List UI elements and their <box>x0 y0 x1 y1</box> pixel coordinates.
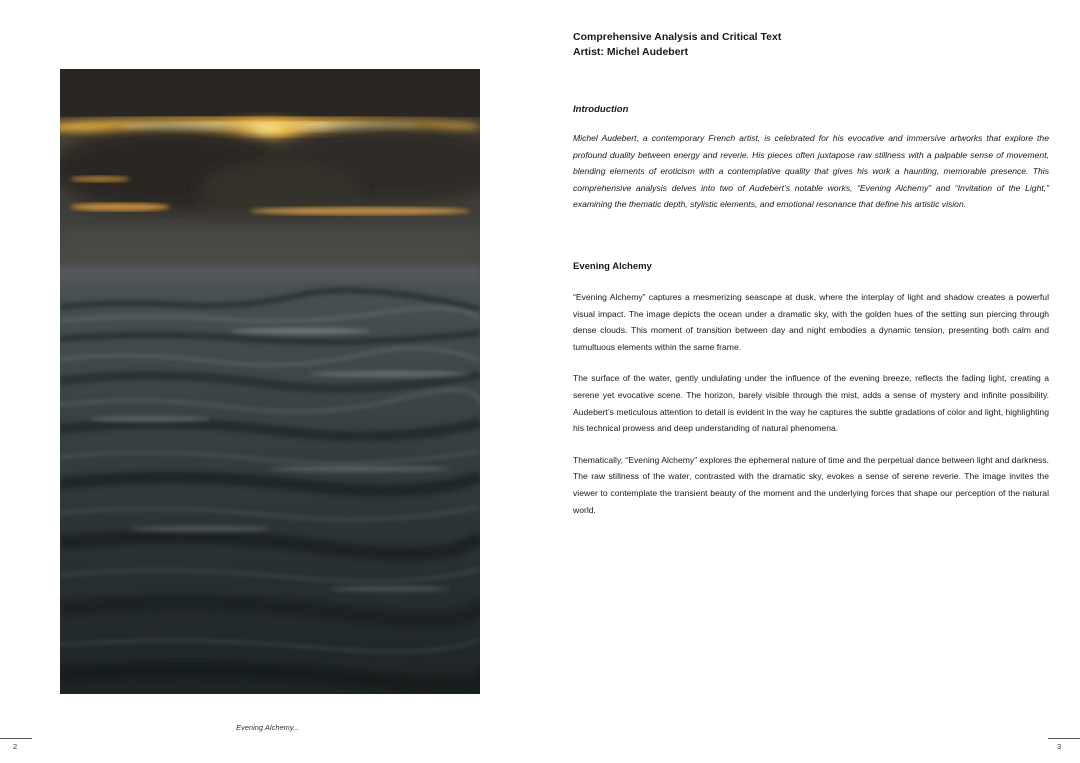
intro-text: Michel Audebert, a contemporary French artist, is celebrated for his evocative and immersive artworks that explore the profound duality between energy and reverie. His pieces often juxtapose raw stillness with a palpable sense of movement, blending elements of eroticism with a contemplative quality that gives his work a haunting, memorable presence. This comprehensive analysis delves into two of Audebert’s notable works, “Evening Alchemy” and “Invitation of the Light,” examining the thematic depth, stylistic elements, and emotional resonance that define his artistic vision. <box>573 133 1049 210</box>
document-title: Comprehensive Analysis and Critical Text <box>573 31 782 43</box>
page-number-left: 2 <box>13 742 18 751</box>
intro-heading: Introduction <box>573 104 629 115</box>
page-number-right: 3 <box>1057 742 1062 751</box>
section-heading: Evening Alchemy <box>573 260 652 272</box>
body-paragraph: “Evening Alchemy” captures a mesmerizing seascape at dusk, where the interplay of light and shadow creates a powerful visual impact. The image depicts the ocean under a dramatic sky, with the golden hues of the setting sun piercing through dense clouds. This moment of transition between day and night embodies a dynamic tension, presenting both calm and tumultuous elements within the same frame. <box>573 291 1049 352</box>
text-column <box>573 30 1049 518</box>
artist-line: Artist: Michel Audebert <box>573 46 689 58</box>
photo-caption: Evening Alchemy... <box>236 723 300 732</box>
page-rule-left <box>0 738 32 739</box>
page-rule-right <box>1048 738 1080 739</box>
seascape-photo <box>60 69 480 694</box>
body-paragraph: Thematically, “Evening Alchemy” explores the ephemeral nature of time and the perpetual dance between light and darkness. The raw stillness of the water, contrasted with the dramatic sky, evokes a sense of serene reverie. The image invites the viewer to contemplate the transient beauty of the moment and the underlying forces that shape our perception of the natural world. <box>573 454 1049 515</box>
body-paragraph: The surface of the water, gently undulating under the influence of the evening breeze, reflects the fading light, creating a serene yet evocative scene. The horizon, barely visible through the mist, adds a sense of mystery and infinite possibility. Audebert’s meticulous attention to detail is evident in the way he captures the subtle gradations of color and light, highlighting his technical prowess and deep understanding of natural phenomena. <box>573 373 1049 434</box>
